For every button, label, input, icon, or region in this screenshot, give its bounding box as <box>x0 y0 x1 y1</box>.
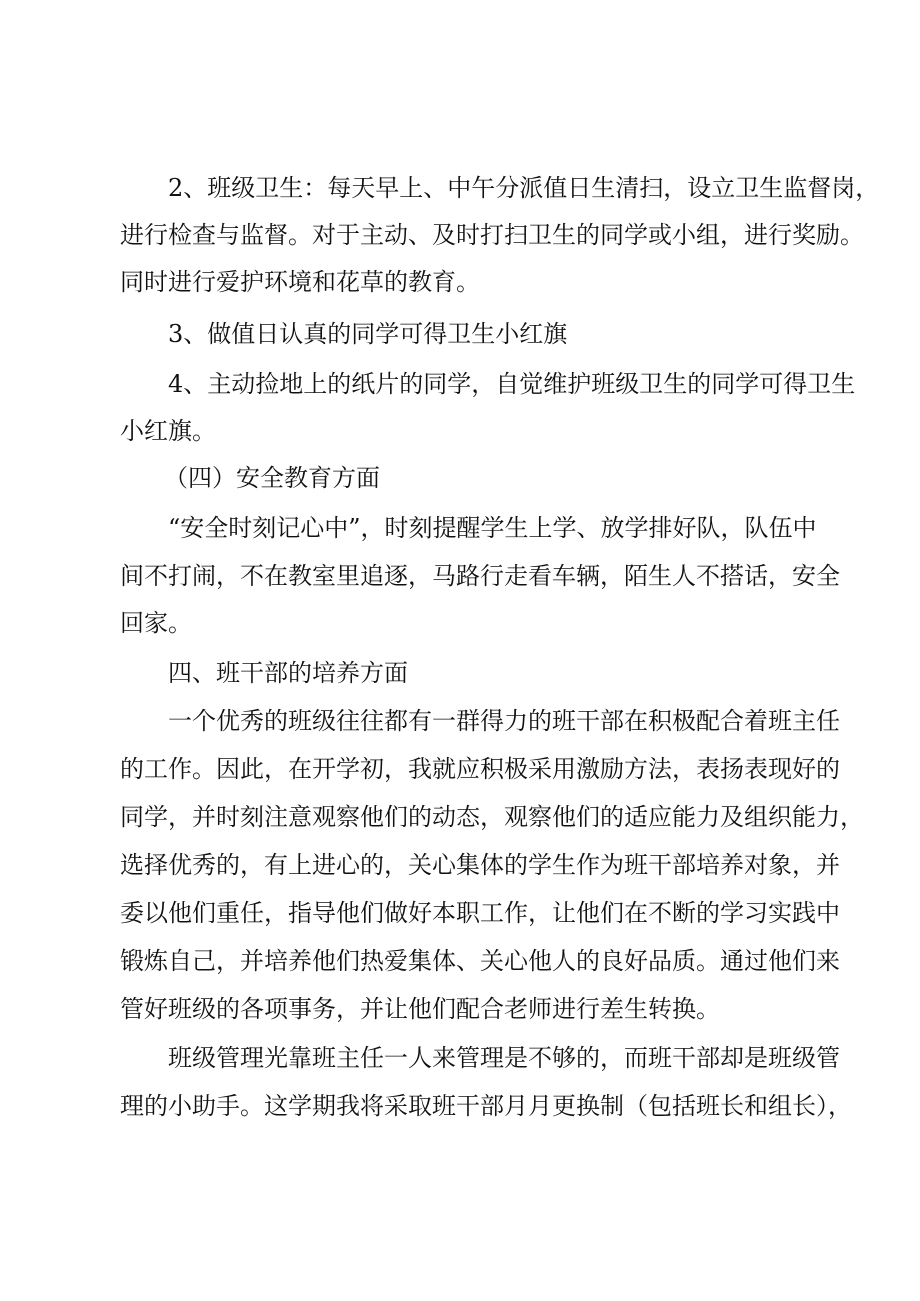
paragraph-line: 2、班级卫生：每天早上、中午分派值日生清扫，设立卫生监督岗， <box>168 174 880 202</box>
paragraph-line: 4、主动捡地上的纸片的同学，自觉维护班级卫生的同学可得卫生 <box>168 370 856 398</box>
paragraph-line: 同时进行爱护环境和花草的教育。 <box>120 268 480 296</box>
section-heading: （四）安全教育方面 <box>164 464 380 492</box>
paragraph-line: 的工作。因此，在开学初，我就应积极采用激励方法，表扬表现好的 <box>120 755 840 783</box>
section-heading: 四、班干部的培养方面 <box>168 659 408 687</box>
paragraph-line: 回家。 <box>120 609 192 637</box>
paragraph-line: 管好班级的各项事务，并让他们配合老师进行差生转换。 <box>120 995 720 1023</box>
paragraph-line: “安全时刻记心中”，时刻提醒学生上学、放学排好队，队伍中 <box>168 514 817 542</box>
paragraph-line: 进行检查与监督。对于主动、及时打扫卫生的同学或小组，进行奖励。 <box>120 221 864 249</box>
paragraph-line: 小红旗。 <box>120 417 216 445</box>
paragraph-line: 班级管理光靠班主任一人来管理是不够的，而班干部却是班级管 <box>168 1044 840 1072</box>
paragraph-line: 同学，并时刻注意观察他们的动态，观察他们的适应能力及组织能力， <box>120 803 864 831</box>
paragraph-line: 选择优秀的，有上进心的，关心集体的学生作为班干部培养对象，并 <box>120 851 840 879</box>
paragraph-line: 锻炼自己，并培养他们热爱集体、关心他人的良好品质。通过他们来 <box>120 947 840 975</box>
paragraph-line: 间不打闹，不在教室里追逐，马路行走看车辆，陌生人不搭话，安全 <box>120 562 840 590</box>
paragraph-line: 一个优秀的班级往往都有一群得力的班干部在积极配合着班主任 <box>168 707 840 735</box>
paragraph-line: 委以他们重任，指导他们做好本职工作，让他们在不断的学习实践中 <box>120 899 840 927</box>
paragraph-line: 3、做值日认真的同学可得卫生小红旗 <box>168 320 568 348</box>
paragraph-line: 理的小助手。这学期我将采取班干部月月更换制（包括班长和组长）， <box>120 1092 852 1120</box>
